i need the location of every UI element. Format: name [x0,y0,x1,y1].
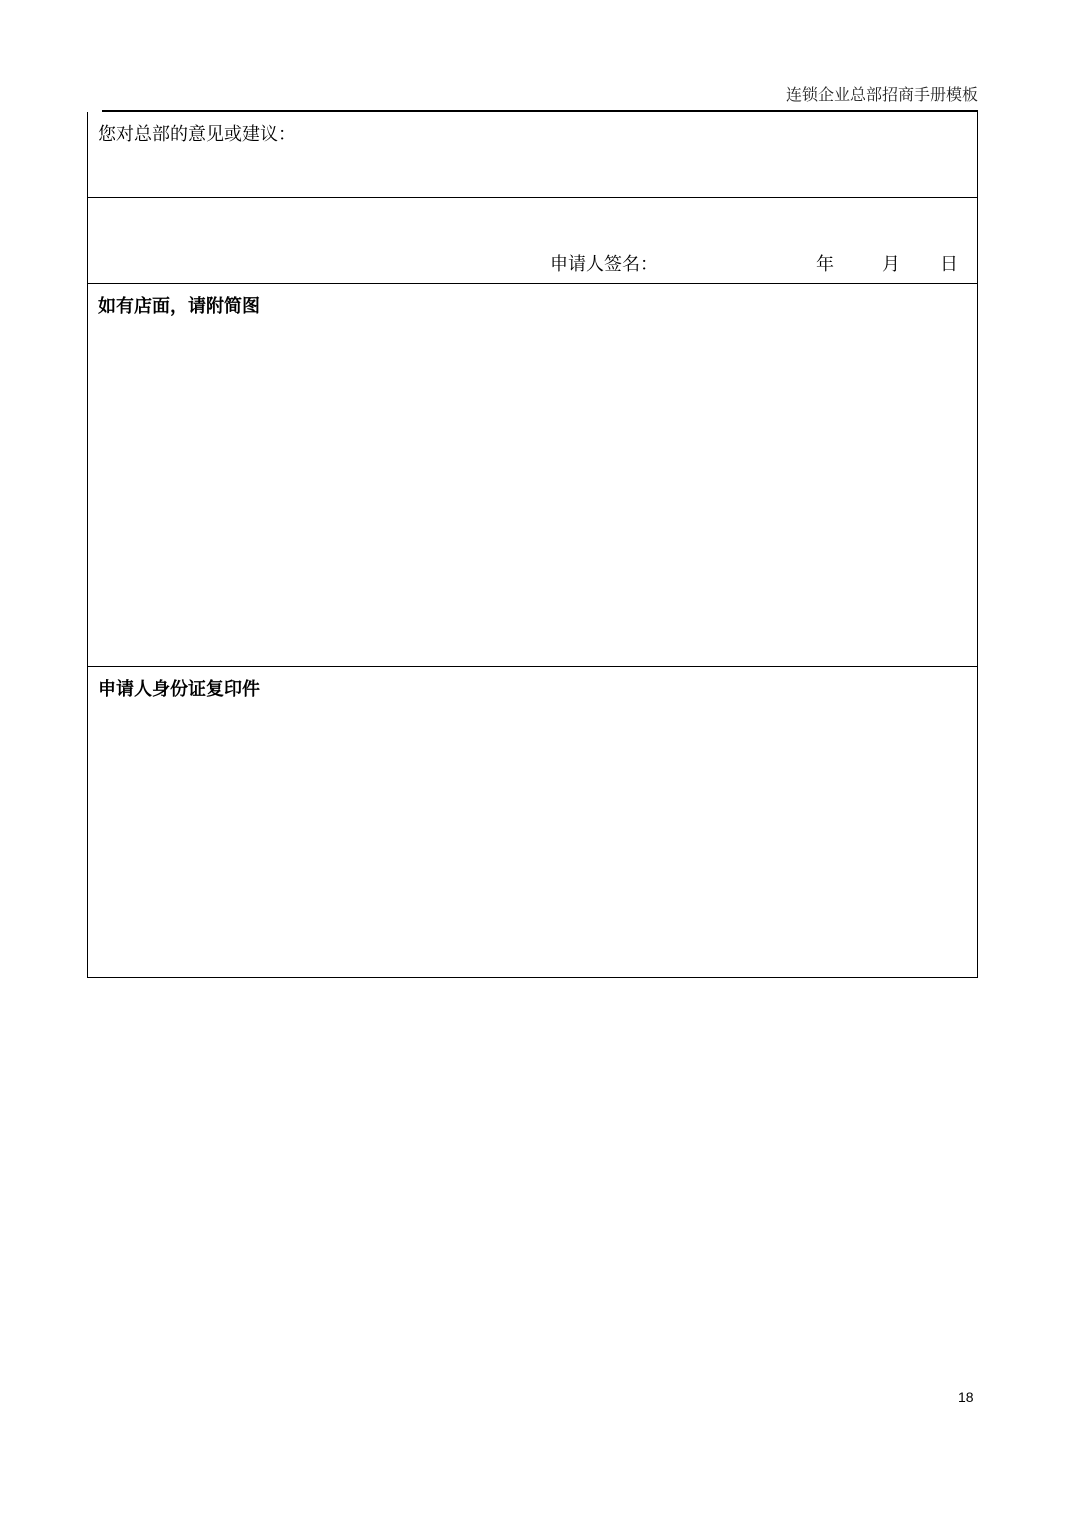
signature-row[interactable] [88,197,977,283]
page-header-title: 连锁企业总部招商手册模板 [785,85,978,104]
signature-year-label: 年 [816,254,834,275]
application-form-table [87,112,978,978]
signature-month-label: 月 [882,254,900,275]
id-copy-label: 申请人身份证复印件 [98,679,260,700]
suggestions-label: 您对总部的意见或建议： [98,124,296,145]
id-copy-row[interactable] [88,666,977,978]
suggestions-row[interactable] [88,112,977,197]
store-sketch-label: 如有店面，请附简图 [98,296,260,317]
store-sketch-row[interactable] [88,283,977,666]
signature-label: 申请人签名： [550,254,658,275]
page-number: 18 [958,1389,974,1405]
signature-day-label: 日 [940,254,958,275]
